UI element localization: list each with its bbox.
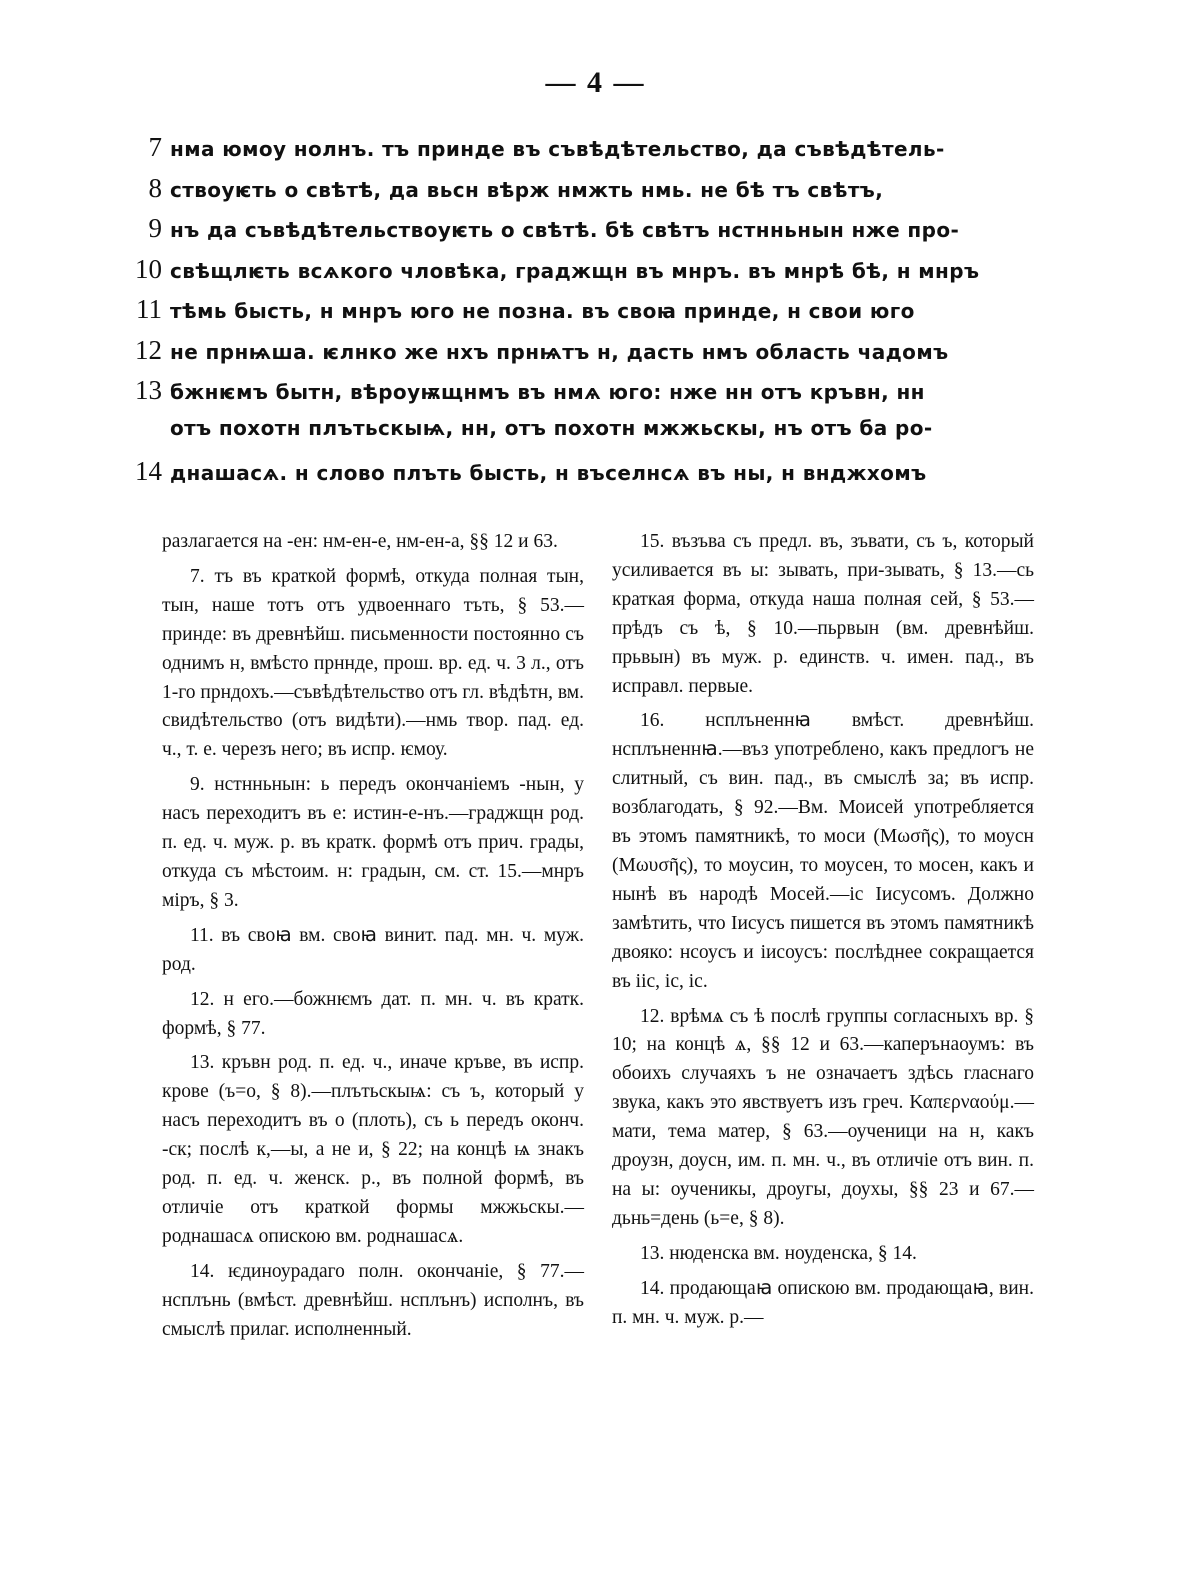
commentary-paragraph: 15. възъва съ предл. въ, зъвати, съ ъ, который усиливается въ ы: зывать, при-зывать, § 13.—сь краткая форма, откуда наша полная сей, § 53.—прѣдъ съ ѣ, § 10.—пьрвын (вм. древнѣйш. прьвын) въ муж. р. единств. ч. имен. пад., въ исправл. первые. — [612, 531, 1034, 697]
verse-text: свѣщлѥть всѧкого чловѣка, граджщн въ мнръ. въ мнрѣ бѣ, н мнръ — [170, 258, 980, 283]
commentary-left-column — [162, 528, 584, 1350]
commentary-paragraph: 13. кръвн род. п. ед. ч., иначе кръве, въ испр. крове (ъ=о, § 8).—плътьскыѩ: съ ъ, который у насъ переходитъ въ о (плоть), съ ь передъ оконч. -ск; послѣ к,—ы, а не и, § 22; на концѣ ѩ знакъ род. п. ед. ч. женск. р., въ полной формѣ, въ отличіе отъ краткой формы мжжьскы.—роднашасѧ опискою вм. роднашасѧ. — [162, 1052, 584, 1247]
commentary-paragraph: 12. врѣмѧ съ ѣ послѣ группы согласныхъ вр. § 10; на концѣ ѧ, §§ 12 и 63.—каперънаоумъ: въ обоихъ случаяхъ ъ не означаетъ здѣсь гласнаго звука, какъ это явствуетъ изъ греч. Καπερναούμ.—мати, тема матер, § 63.—оученици на н, какъ дроузн, доусн, им. п. мн. ч., въ отличіе отъ вин. п. на ы: оученикы, дроугы, доухы, §§ 23 и 67.—дьнь=день (ь=е, § 8). — [612, 1005, 1034, 1229]
main-text-line — [122, 294, 1042, 335]
main-text-line — [122, 213, 1042, 254]
commentary-paragraph: 13. нюденска вм. ноуденска, § 14. — [640, 1242, 917, 1264]
verse-text: нма юмоу нолнъ. тъ принде въ съвѣдѣтельство, да съвѣдѣтель- — [170, 137, 945, 161]
main-text-line — [122, 335, 1042, 376]
main-text — [122, 132, 1042, 497]
commentary-paragraph: 14. ѥдиноурадаго полн. окончаніе, § 77.—нсплънь (вмѣст. древнѣйш. нсплънъ) исполнъ, въ смыслѣ прилаг. исполненный. — [162, 1260, 584, 1340]
main-text-line — [122, 254, 1042, 295]
verse-text: не прнѩша. ѥлнко же нхъ прнѩтъ н, дасть нмъ область чадомъ — [170, 339, 949, 364]
commentary-paragraph: 9. нстнньнын: ь передъ окончаніемъ -нын, у насъ переходитъ въ е: истин-е-нъ.—граджщн род. п. ед. ч. муж. р. въ кратк. формѣ отъ прич. грады, откуда съ мѣстоим. н: градын, см. ст. 15.—мнръ міръ, § 3. — [162, 774, 584, 911]
verse-number: 12 — [135, 334, 162, 365]
verse-number: 13 — [135, 375, 162, 405]
commentary-paragraph: 11. въ своꙗ вм. своꙗ винит. пад. мн. ч. муж. род. — [162, 924, 584, 975]
page-number: — 4 — — [545, 66, 646, 99]
verse-number: 10 — [135, 253, 162, 284]
verse-text: тѣмь бысть, н мнръ юго не позна. въ своꙗ принде, н свои юго — [170, 299, 915, 323]
commentary-right-column — [612, 528, 1034, 1338]
verse-number: 8 — [148, 172, 162, 203]
verse-number: 9 — [148, 213, 162, 243]
main-text-line — [122, 416, 1042, 457]
verse-text: отъ похотн плътьскыѩ, нн, отъ похотн мжжьскы, нъ отъ ба ро- — [170, 415, 933, 440]
main-text-line — [122, 375, 1042, 416]
commentary-paragraph: разлагается на -ен: нм-ен-е, нм-ен-а, §§ 12 и 63. — [162, 531, 558, 552]
main-text-line — [122, 456, 1042, 497]
commentary-paragraph: 12. н его.—божнѥмъ дат. п. мн. ч. въ кратк. формѣ, § 77. — [162, 988, 584, 1039]
verse-text: ствоуѥть о свѣтѣ, да вьсн вѣрж нмжть нмь. не бѣ тъ свѣтъ, — [170, 177, 884, 202]
verse-text: нъ да съвѣдѣтельствоуѥть о свѣтѣ. бѣ свѣтъ нстнньнын нже про- — [170, 218, 960, 242]
commentary-paragraph: 16. нсплъненнꙗ вмѣст. древнѣйш. нсплъненнꙗ.—въз употреблено, какъ предлогъ не слитный, съ вин. пад., въ смыслѣ за; въ испр. возблагодать, § 92.—Вм. Моисей употребляется въ этомъ памятникѣ, то моси (Μωσῆς), то моусн (Μωυσῆς), то моусин, то моусен, то мосен, какъ и нынѣ въ народѣ Мосей.—іс Іисусомъ. Должно замѣтить, что Іисусъ пишется въ этомъ памятникѣ двояко: нсоусъ и іисоусъ: послѣднее сокращается въ ііс, іс, іс. — [612, 710, 1034, 992]
main-text-line — [122, 173, 1042, 214]
verse-number: 11 — [136, 294, 162, 324]
verse-number: 7 — [148, 132, 162, 162]
main-text-line — [122, 132, 1042, 173]
verse-number: 14 — [135, 456, 162, 486]
verse-text: днашасѧ. н слово плъть бысть, н въселнсѧ въ ны, н внджхомъ — [170, 461, 927, 485]
verse-text: бжнѥмъ бытн, вѣроуѭщнмъ въ нмѧ юго: нже нн отъ кръвн, нн — [170, 380, 925, 404]
commentary-paragraph: 14. продающаꙗ опискою вм. продающаꙗ, вин. п. мн. ч. муж. р.— — [612, 1277, 1034, 1328]
commentary-paragraph: 7. тъ въ краткой формѣ, откуда полная тын, тын, наше тотъ отъ удвоеннаго тъть, § 53.—принде: въ древнѣйш. письменности постоянно съ однимъ н, вмѣсто прннде, прош. вр. ед. ч. 3 л., отъ 1-го прндохъ.—съвѣдѣтельство отъ гл. вѣдѣтн, вм. свидѣтельство (отъ видѣти).—нмь твор. пад. ед. ч., т. е. черезъ него; въ испр. ѥмоу. — [162, 565, 584, 761]
